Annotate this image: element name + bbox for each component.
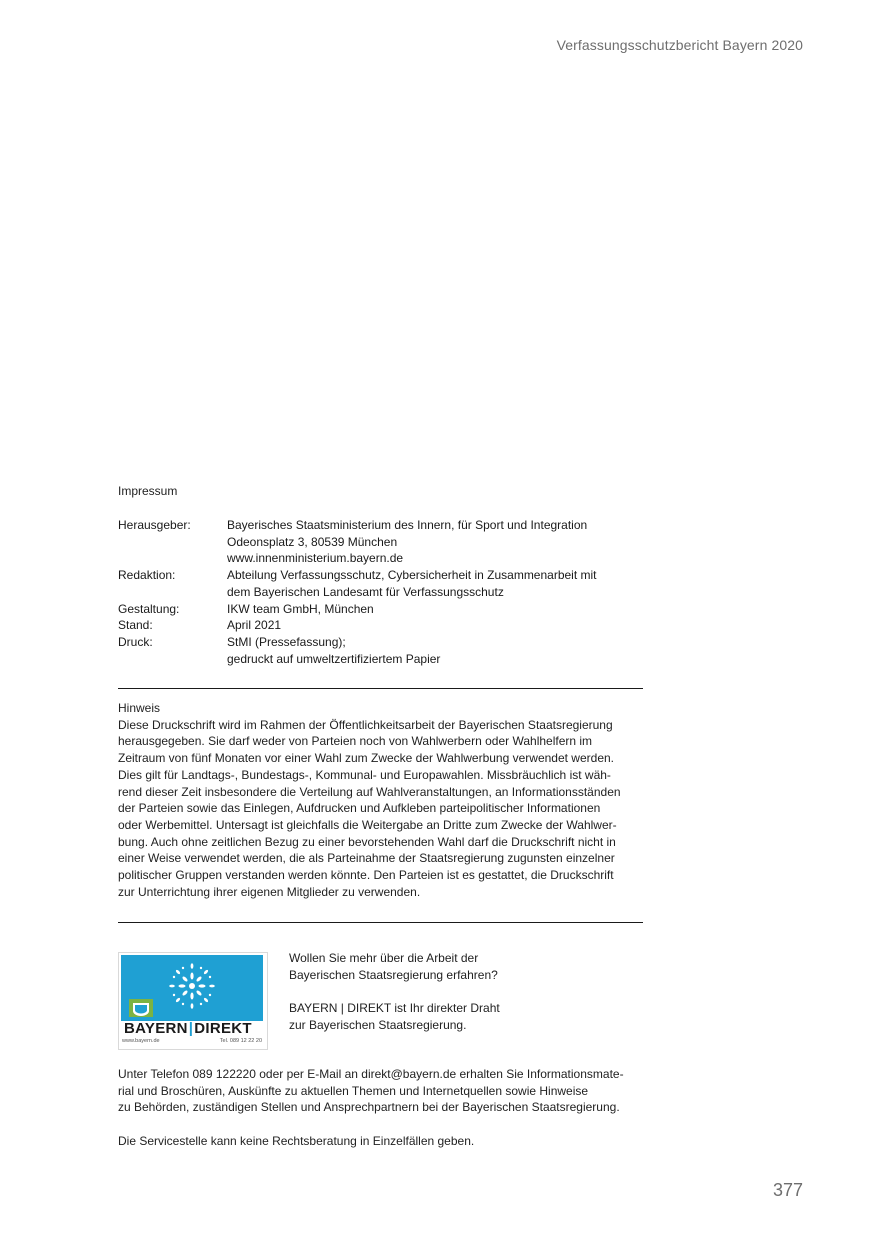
- value-line: dem Bayerischen Landesamt für Verfassungsschutz: [227, 584, 504, 599]
- logo-word-bayern: BAYERN: [124, 1020, 188, 1037]
- value-line: Abteilung Verfassungsschutz, Cybersicherheit in Zusammenarbeit mit: [227, 568, 597, 583]
- impressum-row-gestaltung: [118, 601, 648, 618]
- logo-wordmark: [124, 1020, 252, 1037]
- impressum-row-druck: [118, 634, 648, 667]
- page-number: 377: [772, 1180, 803, 1200]
- value-line: Odeonsplatz 3, 80539 München: [227, 534, 398, 549]
- promo-line: zur Bayerischen Staatsregierung.: [289, 1017, 467, 1032]
- impressum-label: Redaktion:: [118, 568, 176, 583]
- value-line: April 2021: [227, 618, 282, 633]
- impressum-label: Herausgeber:: [118, 518, 191, 532]
- value-line: gedruckt auf umweltzertifiziertem Papier: [227, 651, 441, 666]
- impressum-label: Stand:: [118, 618, 153, 633]
- contact-line: rial und Broschüren, Auskünfte zu aktuellen Themen und Internetquellen sowie Hinweise: [118, 1083, 589, 1098]
- divider-bottom: [118, 922, 643, 923]
- impressum-value: [227, 601, 648, 618]
- hinweis-line: herausgegeben. Sie darf weder von Parteien noch von Wahlwerbern oder Wahlhelfern im: [118, 734, 593, 749]
- impressum-table: [118, 517, 648, 667]
- value-line: StMI (Pressefassung);: [227, 634, 346, 649]
- running-header: Verfassungsschutzbericht Bayern 2020: [556, 37, 803, 53]
- bavaria-coat-icon: [129, 999, 153, 1017]
- logo-separator: |: [188, 1020, 194, 1037]
- impressum-row-redaktion: [118, 567, 648, 600]
- website-link[interactable]: www.innenministerium.bayern.de: [227, 551, 404, 566]
- hinweis-line: der Parteien sowie das Einlegen, Aufdrucken und Aufkleben parteipolitischer Informationen: [118, 801, 601, 816]
- logo-url: www.bayern.de: [122, 1038, 160, 1044]
- contact-paragraph: [118, 1066, 653, 1116]
- impressum-label: Gestaltung:: [118, 601, 180, 616]
- contact-line: zu Behörden, zuständigen Stellen und Ansprechpartnern bei der Bayerischen Staatsregierung.: [118, 1100, 620, 1115]
- value-line: IKW team GmbH, München: [227, 601, 374, 616]
- hinweis-line: Dies gilt für Landtags-, Bundestags-, Kommunal- und Europawahlen. Missbräuchlich ist wäh-: [118, 767, 611, 782]
- sun-emblem-icon: [121, 955, 263, 1021]
- contact-line: Unter Telefon 089 122220 oder per E-Mail an direkt@bayern.de erhalten Sie Informationsmate-: [118, 1067, 624, 1081]
- hinweis-line: einer Weise verwendet werden, die als Parteinahme der Staatsregierung zugunsten einzelner: [118, 851, 615, 866]
- promo-line: Bayerischen Staatsregierung erfahren?: [289, 967, 498, 982]
- logo-phone: Tel. 089 12 22 20: [219, 1038, 262, 1044]
- value-line: Bayerisches Staatsministerium des Innern, für Sport und Integration: [227, 518, 588, 532]
- hinweis-line: bung. Auch ohne zeitlichen Bezug zu einer bevorstehenden Wahl darf die Druckschrift nicht in: [118, 834, 616, 849]
- logo-word-direkt: DIREKT: [194, 1020, 252, 1037]
- hinweis-line: oder Werbemittel. Untersagt ist gleichfalls die Weitergabe an Dritte zum Zwecke der Wahlwer-: [118, 817, 617, 832]
- bayern-direkt-logo: [118, 952, 268, 1050]
- logo-footer: [122, 1038, 262, 1044]
- promo-line: BAYERN | DIREKT ist Ihr direkter Draht: [289, 1001, 500, 1016]
- impressum-value: [227, 634, 648, 667]
- divider-top: [118, 688, 643, 689]
- promo-paragraph-2: [289, 1000, 609, 1033]
- disclaimer: Die Servicestelle kann keine Rechtsberatung in Einzelfällen geben.: [118, 1133, 475, 1148]
- hinweis-section: [118, 700, 648, 900]
- hinweis-line: Diese Druckschrift wird im Rahmen der Öffentlichkeitsarbeit der Bayerischen Staatsregierung: [118, 717, 613, 732]
- hinweis-line: zur Unterrichtung ihrer eigenen Mitglieder zu verwenden.: [118, 884, 421, 899]
- impressum-row-herausgeber: [118, 517, 648, 567]
- promo-paragraph-1: [289, 950, 609, 983]
- hinweis-line: rend dieser Zeit insbesondere die Verteilung auf Wahlveranstaltungen, an Informationsständen: [118, 784, 621, 799]
- impressum-value: [227, 517, 648, 567]
- impressum-value: [227, 567, 648, 600]
- promo-text: [289, 950, 609, 1034]
- impressum-heading: Impressum: [118, 484, 178, 498]
- impressum-label: Druck:: [118, 634, 153, 649]
- impressum-row-stand: [118, 617, 648, 634]
- logo-emblem-panel: [121, 955, 263, 1021]
- impressum-value: [227, 617, 648, 634]
- hinweis-line: Zeitraum von fünf Monaten vor einer Wahl zum Zwecke der Wahlwerbung verwendet werden.: [118, 751, 615, 766]
- hinweis-heading: Hinweis: [118, 701, 161, 715]
- contact-info: [118, 1066, 653, 1150]
- promo-line: Wollen Sie mehr über die Arbeit der: [289, 951, 479, 965]
- hinweis-line: politischer Gruppen verstanden werden könnte. Den Parteien ist es gestattet, die Druckschrift: [118, 868, 614, 883]
